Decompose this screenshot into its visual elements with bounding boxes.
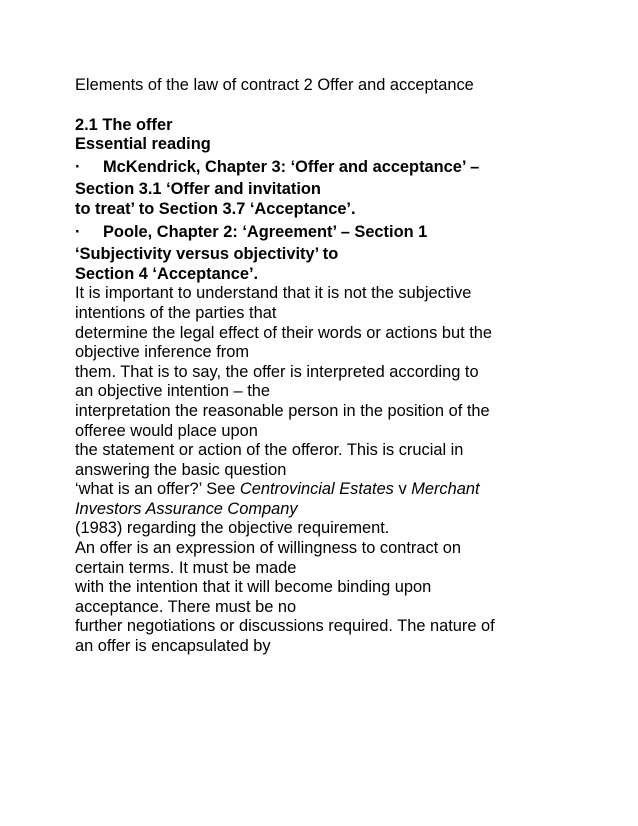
body-line: acceptance. There must be no bbox=[75, 597, 297, 616]
document-title: Elements of the law of contract 2 Offer and acceptance bbox=[75, 76, 474, 94]
reading-item-text: Poole, Chapter 2: ‘Agreement’ – Section 1 bbox=[103, 222, 428, 241]
reading-list bbox=[75, 158, 620, 285]
body-line: the statement or action of the offeror. This is crucial in bbox=[75, 441, 464, 460]
case-connector: v bbox=[393, 480, 412, 499]
body-line: interpretation the reasonable person in the position of the bbox=[75, 401, 490, 420]
body-line: intentions of the parties that bbox=[75, 303, 277, 322]
bullet-icon: · bbox=[75, 157, 81, 176]
reading-item-text: McKendrick, Chapter 3: ‘Offer and acceptance’ – bbox=[103, 157, 480, 176]
reading-item-text: Section 4 ‘Acceptance’. bbox=[75, 264, 259, 283]
body-line: with the intention that it will become binding upon bbox=[75, 578, 432, 597]
body-line: them. That is to say, the offer is interpreted according to bbox=[75, 362, 479, 381]
essential-reading-heading: Essential reading bbox=[75, 135, 211, 154]
reading-item-text: Section 3.1 ‘Offer and invitation bbox=[75, 180, 321, 199]
body-line: offeree would place upon bbox=[75, 421, 258, 440]
case-name-part: Investors Assurance Company bbox=[75, 499, 298, 518]
body-line: It is important to understand that it is not the subjective bbox=[75, 284, 472, 303]
reading-item-text: to treat’ to Section 3.7 ‘Acceptance’. bbox=[75, 199, 356, 218]
document-body bbox=[75, 76, 620, 657]
body-line: certain terms. It must be made bbox=[75, 558, 297, 577]
body-line: an objective intention – the bbox=[75, 382, 271, 401]
reading-item-poole bbox=[75, 223, 620, 285]
case-name-part: Merchant bbox=[411, 480, 480, 499]
bullet-icon: · bbox=[75, 222, 81, 241]
case-citation-line bbox=[75, 500, 620, 520]
body-line: objective inference from bbox=[75, 343, 250, 362]
case-name-part: Centrovincial Estates bbox=[239, 480, 394, 499]
body-line: (1983) regarding the objective requirement. bbox=[75, 519, 390, 538]
reading-item-mckendrick bbox=[75, 158, 620, 220]
body-line: further negotiations or discussions required. The nature of bbox=[75, 617, 495, 636]
body-line: An offer is an expression of willingness to contract on bbox=[75, 539, 461, 558]
body-line: an offer is encapsulated by bbox=[75, 637, 271, 656]
case-prefix: ‘what is an offer?’ See bbox=[75, 480, 240, 499]
reading-item-text: ‘Subjectivity versus objectivity’ to bbox=[75, 245, 339, 264]
section-heading: 2.1 The offer bbox=[75, 115, 173, 134]
body-paragraph bbox=[75, 284, 620, 656]
case-citation-line bbox=[75, 480, 620, 500]
body-line: answering the basic question bbox=[75, 460, 287, 479]
body-line: determine the legal effect of their words or actions but the bbox=[75, 323, 492, 342]
